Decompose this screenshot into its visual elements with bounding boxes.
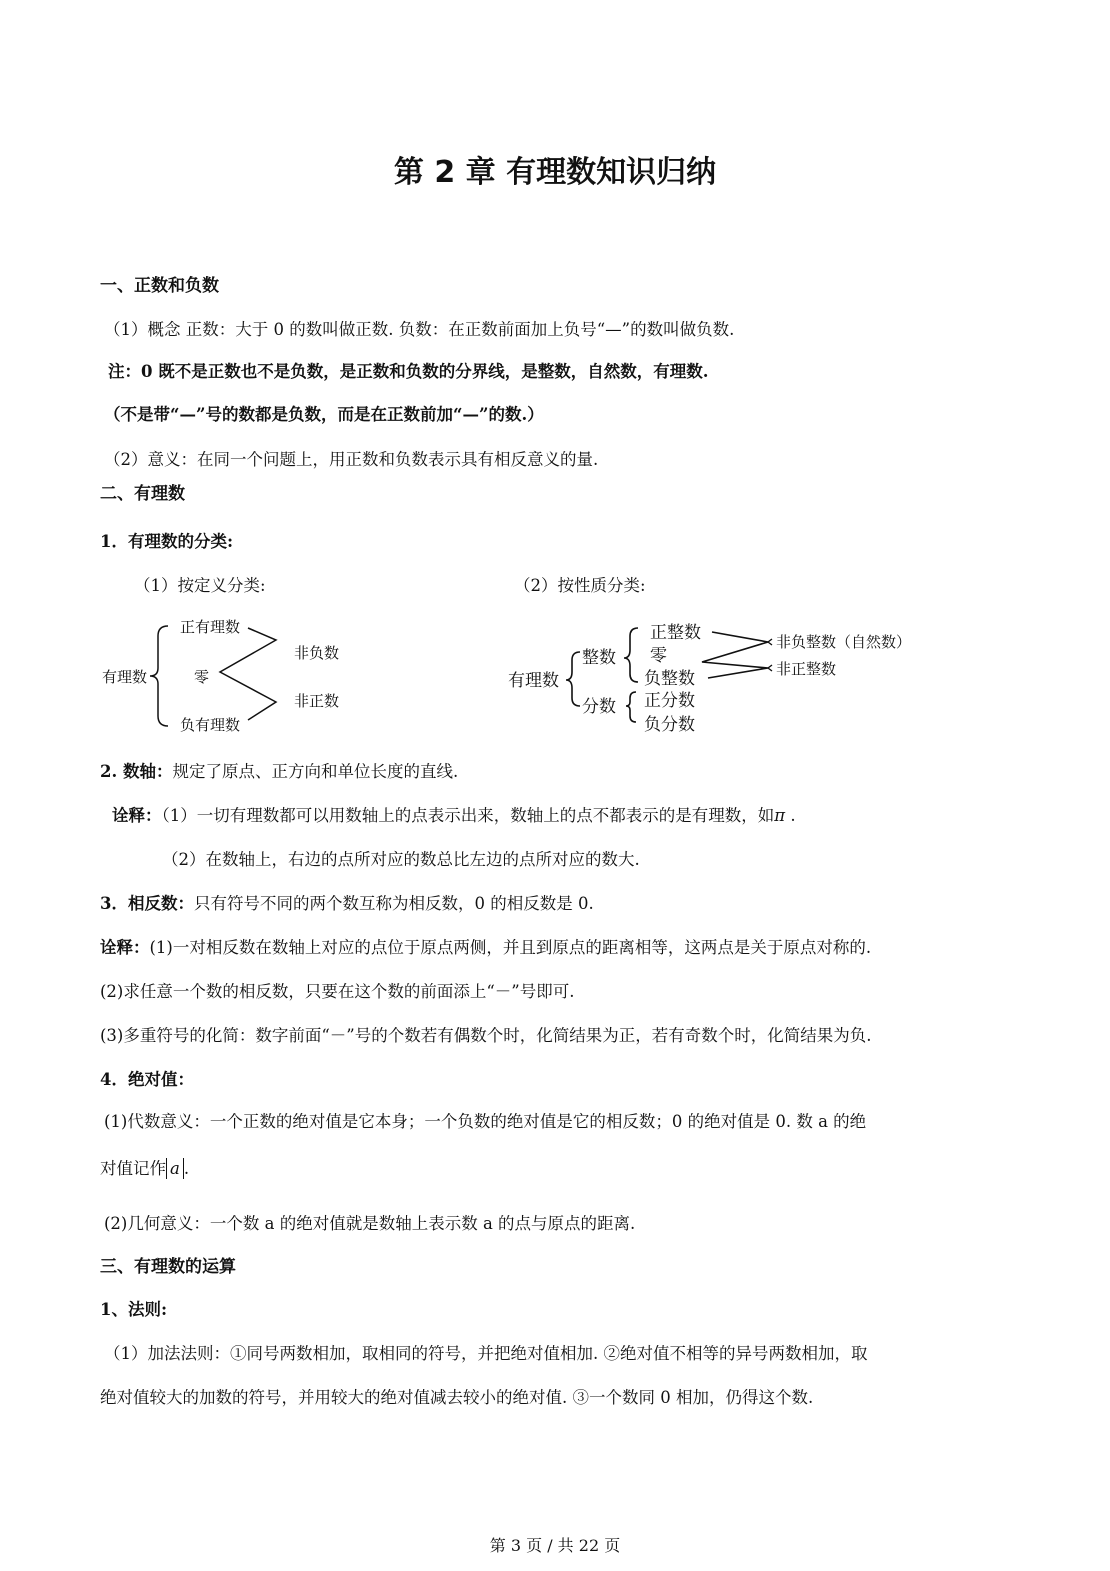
diag2-zigzag bbox=[702, 632, 768, 678]
diag2-arrowheads bbox=[768, 639, 772, 671]
addition-rule-line-2: 绝对值较大的加数的符号，并用较大的绝对值减去较小的绝对值. ③一个数同 0 相加，仍得这个数. bbox=[100, 1388, 814, 1407]
diag2-main-brace bbox=[566, 652, 580, 706]
diag1-nonnegative: 非负数 bbox=[294, 644, 340, 662]
opposite-note-label: 诠释： bbox=[100, 938, 150, 957]
diag2-positive-integer: 正整数 bbox=[650, 623, 701, 643]
diag1-zigzag bbox=[220, 628, 276, 720]
opposite-note-1-text: (1)一对相反数在数轴上对应的点位于原点两侧，并且到原点的距离相等，这两点是关于原点对称的. bbox=[149, 938, 872, 957]
classification-by-definition-diagram bbox=[96, 612, 366, 742]
number-line-note-label: 诠释： bbox=[112, 806, 162, 825]
diag2-root: 有理数 bbox=[508, 671, 559, 691]
note-line-2: （不是带“—”号的数都是负数，而是在正数前加“—”的数.） bbox=[104, 405, 544, 424]
opposite-note-1 bbox=[100, 938, 871, 958]
number-line-note-2: （2）在数轴上，右边的点所对应的数总比左边的点所对应的数大. bbox=[162, 850, 640, 869]
number-line-note-1-text: （1）一切有理数都可以用数轴上的点表示出来，数轴上的点不都表示的是有理数，如 bbox=[161, 806, 775, 825]
diag2-zero: 零 bbox=[650, 646, 667, 666]
by-definition-label: （1）按定义分类: bbox=[134, 576, 266, 595]
diag2-fraction: 分数 bbox=[582, 697, 616, 717]
diag1-brace bbox=[150, 626, 168, 726]
diag1-nonpositive: 非正数 bbox=[294, 692, 340, 710]
section-2-heading: 二、有理数 bbox=[100, 484, 185, 504]
diag2-negative-fraction: 负分数 bbox=[644, 715, 695, 735]
absolute-value-geometric: (2)几何意义：一个数 a 的绝对值就是数轴上表示数 a 的点与原点的距离. bbox=[104, 1214, 636, 1233]
absolute-value-notation-end: . bbox=[183, 1159, 190, 1178]
opposite-number-text: 只有符号不同的两个数互称为相反数，0 的相反数是 0. bbox=[193, 894, 594, 913]
absolute-value-heading: 4．绝对值： bbox=[100, 1070, 194, 1089]
absolute-value-notation-text: 对值记作 bbox=[100, 1159, 166, 1178]
by-property-label: （2）按性质分类: bbox=[514, 576, 646, 595]
number-line-note-1-end: . bbox=[785, 806, 796, 825]
absolute-value-algebraic-2 bbox=[100, 1158, 189, 1179]
diag2-negative-integer: 负整数 bbox=[644, 669, 695, 689]
pi-symbol: π bbox=[774, 806, 786, 825]
addition-rule-line-1: （1）加法法则：①同号两数相加，取相同的符号，并把绝对值相加. ②绝对值不相等的异号两数相加，取 bbox=[104, 1344, 868, 1363]
meaning-line: （2）意义：在同一个问题上，用正数和负数表示具有相反意义的量. bbox=[104, 450, 599, 469]
number-line-label: 2. 数轴： bbox=[100, 762, 173, 781]
diag2-fraction-brace bbox=[626, 692, 636, 722]
classification-heading: 1．有理数的分类: bbox=[100, 532, 234, 551]
diag2-positive-fraction: 正分数 bbox=[644, 691, 695, 711]
diag1-zero: 零 bbox=[194, 668, 210, 686]
absolute-value-algebraic-1: (1)代数意义：一个正数的绝对值是它本身；一个负数的绝对值是它的相反数；0 的绝对值是 0. 数 a 的绝 bbox=[104, 1112, 867, 1131]
page-footer: 第 3 页 / 共 22 页 bbox=[489, 1536, 621, 1555]
diag1-positive: 正有理数 bbox=[180, 618, 241, 636]
number-line-line bbox=[100, 762, 458, 782]
page-title: 第 2 章 有理数知识归纳 bbox=[393, 155, 717, 190]
diag2-integer-brace bbox=[624, 628, 638, 682]
number-line-note-1 bbox=[112, 806, 796, 826]
absolute-value-symbol: a bbox=[166, 1158, 184, 1179]
opposite-note-3: (3)多重符号的化简：数字前面“－”号的个数若有偶数个时，化简结果为正，若有奇数个时，化简结果为负. bbox=[100, 1026, 872, 1045]
rules-heading: 1、法则: bbox=[100, 1300, 168, 1319]
section-1-heading: 一、正数和负数 bbox=[100, 276, 219, 296]
note-line-1: 注：0 既不是正数也不是负数，是正数和负数的分界线，是整数，自然数，有理数. bbox=[108, 362, 709, 381]
number-line-text: 规定了原点、正方向和单位长度的直线. bbox=[172, 762, 459, 781]
section-3-heading: 三、有理数的运算 bbox=[100, 1257, 236, 1277]
diag2-integer: 整数 bbox=[582, 648, 616, 668]
diag1-root: 有理数 bbox=[102, 668, 148, 686]
concept-line: （1）概念 正数：大于 0 的数叫做正数. 负数：在正数前面加上负号“—”的数叫做负数. bbox=[104, 320, 735, 339]
opposite-note-2: (2)求任意一个数的相反数，只要在这个数的前面添上“－”号即可. bbox=[100, 982, 575, 1001]
opposite-number-label: 3．相反数： bbox=[100, 894, 194, 913]
opposite-number-line bbox=[100, 894, 594, 914]
diag2-nonpositive-integer: 非正整数 bbox=[776, 660, 837, 678]
diag2-nonnegative-integer: 非负整数（自然数） bbox=[776, 633, 912, 651]
diag1-negative: 负有理数 bbox=[180, 716, 241, 734]
classification-by-property-diagram bbox=[506, 612, 936, 742]
